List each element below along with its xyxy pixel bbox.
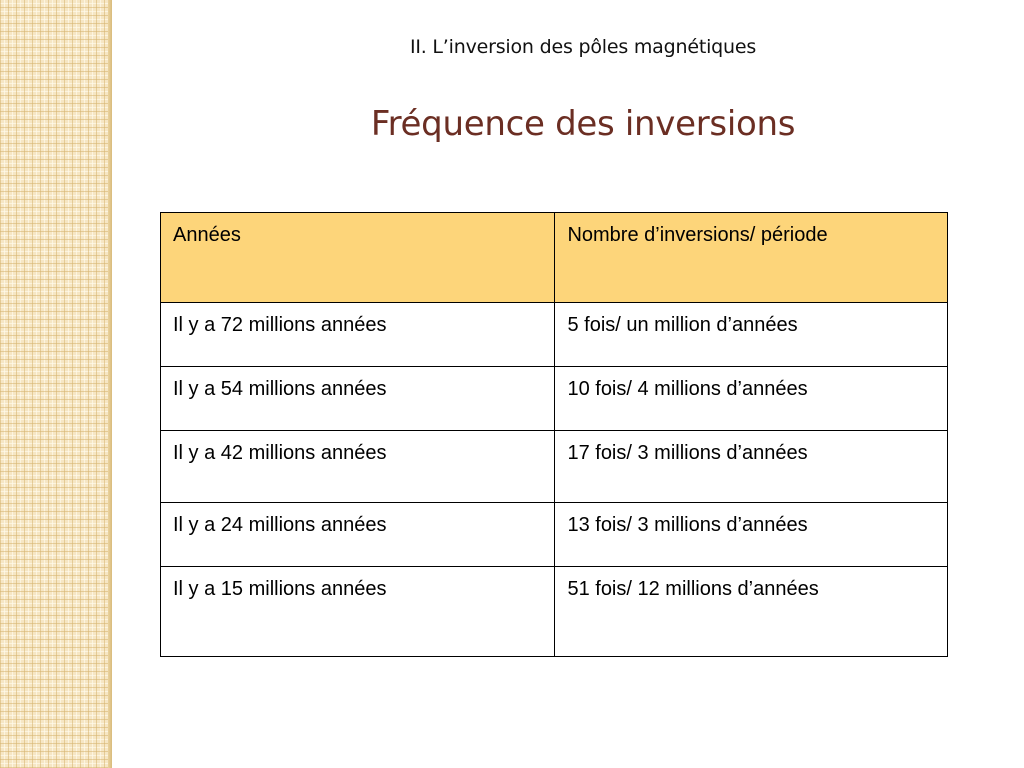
slide-title: Fréquence des inversions — [370, 104, 796, 144]
table-cell-inversions: 10 fois/ 4 millions d’années — [555, 367, 948, 431]
table-row — [161, 431, 948, 503]
table-cell-inversions: 51 fois/ 12 millions d’années — [555, 567, 948, 657]
header-cell-years: Années — [161, 213, 555, 303]
table-cell-inversions: 17 fois/ 3 millions d’années — [555, 431, 948, 503]
table-cell-years: Il y a 42 millions années — [161, 431, 555, 503]
header-cell-inversions: Nombre d’inversions/ période — [555, 213, 948, 303]
table-row — [161, 303, 948, 367]
table-cell-years: Il y a 72 millions années — [161, 303, 555, 367]
table-row — [161, 367, 948, 431]
table-cell-years: Il y a 15 millions années — [161, 567, 555, 657]
table-cell-inversions: 5 fois/ un million d’années — [555, 303, 948, 367]
decorative-side-band — [0, 0, 112, 768]
inversions-table — [160, 212, 948, 657]
table-cell-years: Il y a 24 millions années — [161, 503, 555, 567]
table-cell-years: Il y a 54 millions années — [161, 367, 555, 431]
table-header-row — [161, 213, 948, 303]
table-row — [161, 567, 948, 657]
table-cell-inversions: 13 fois/ 3 millions d’années — [555, 503, 948, 567]
slide-subtitle: II. L’inversion des pôles magnétiques — [409, 36, 757, 58]
table-row — [161, 503, 948, 567]
